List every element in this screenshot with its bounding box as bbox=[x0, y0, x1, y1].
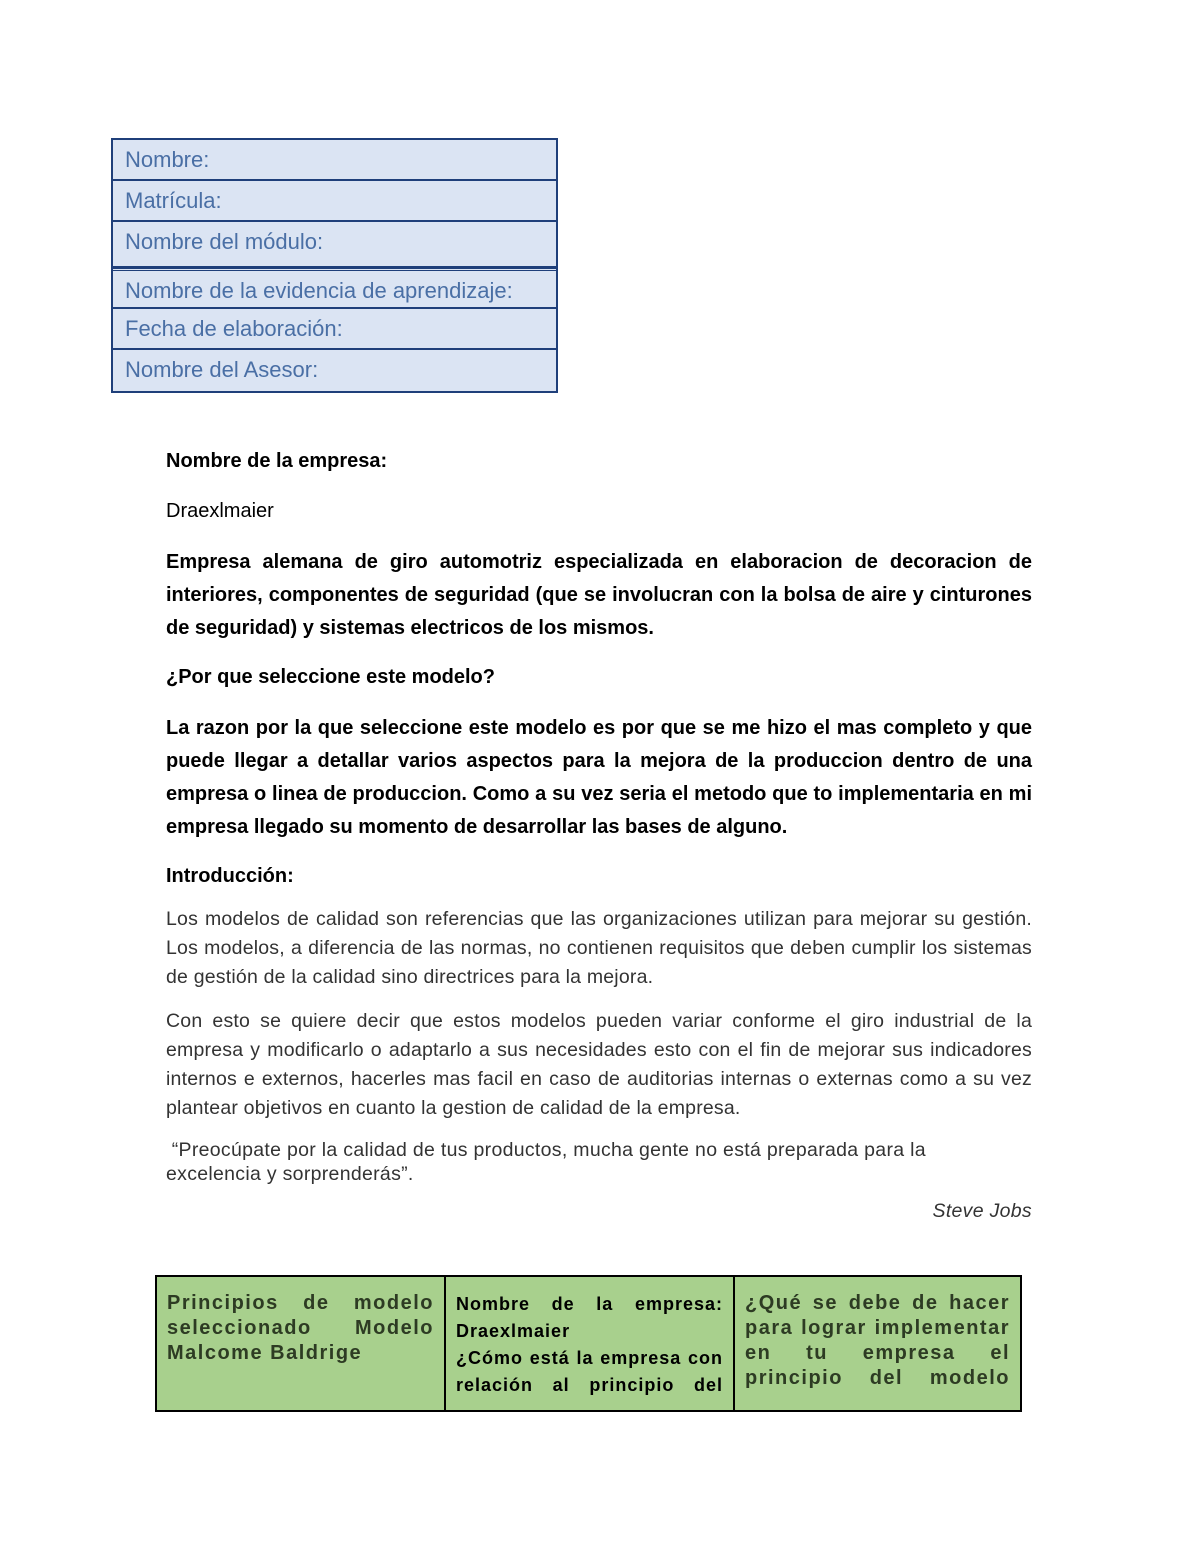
col3-line: en tu empresa el bbox=[745, 1342, 1010, 1364]
col2-line: relación al principio del bbox=[456, 1375, 723, 1395]
info-row-matricula: Matrícula: bbox=[113, 181, 556, 222]
principles-column-header bbox=[157, 1277, 446, 1410]
why-heading: ¿Por que seleccione este modelo? bbox=[166, 666, 495, 688]
implementation-column-header bbox=[735, 1277, 1020, 1410]
intro-paragraph-1: Los modelos de calidad son referencias que las organizaciones utilizan para mejorar su gestión. Los modelos, a diferencia de las normas, no contienen requisitos que deben cumplir los sistemas de gestión de la calidad sino directrices para la mejora. bbox=[166, 908, 1032, 988]
col2-line: Draexlmaier bbox=[456, 1321, 571, 1341]
intro-heading: Introducción: bbox=[166, 865, 294, 887]
company-heading: Nombre de la empresa: bbox=[166, 450, 388, 472]
col3-line: para lograr implementar bbox=[745, 1317, 1010, 1339]
intro-paragraph-2: Con esto se quiere decir que estos modelos pueden variar conforme el giro industrial de la empresa y modificarlo o adaptarlo a sus necesidades esto con el fin de mejorar sus indicadores internos e externos, hacerles mas facil en caso de auditorias internas o externas como a su vez plantear objetivos en cuanto la gestion de calidad de la empresa. bbox=[166, 1010, 1032, 1119]
quote-line-2: excelencia y sorprenderás”. bbox=[166, 1163, 414, 1185]
student-info-table bbox=[111, 138, 558, 393]
company-relation-column-header bbox=[446, 1277, 735, 1410]
col2-line: ¿Cómo está la empresa con bbox=[456, 1348, 723, 1368]
col1-line: Malcome Baldrige bbox=[167, 1342, 363, 1364]
quote bbox=[166, 1138, 1032, 1186]
info-row-asesor: Nombre del Asesor: bbox=[125, 357, 319, 382]
company-name: Draexlmaier bbox=[166, 500, 274, 522]
col3-line: principio del modelo bbox=[745, 1367, 1010, 1389]
main-content bbox=[166, 446, 1032, 1223]
info-row-evidencia: Nombre de la evidencia de aprendizaje: bbox=[113, 268, 556, 309]
quote-line-1: “Preocúpate por la calidad de tus productos, mucha gente no está preparada para la bbox=[166, 1139, 926, 1161]
info-row-nombre: Nombre: bbox=[113, 140, 556, 181]
principles-table bbox=[155, 1275, 1022, 1412]
why-text: La razon por la que seleccione este modelo es por que se me hizo el mas completo y que puede llegar a detallar varios aspectos para la mejora de la produccion dentro de una empresa o linea de produccion. Como a su vez seria el metodo que to implementaria en mi empresa llegado su momento de desarrollar las bases de alguno. bbox=[166, 717, 1032, 838]
info-row-fecha: Fecha de elaboración: bbox=[113, 309, 556, 350]
col3-line: ¿Qué se debe de hacer bbox=[745, 1292, 1010, 1314]
info-row-modulo: Nombre del módulo: bbox=[113, 222, 556, 268]
col1-line: seleccionado Modelo bbox=[167, 1317, 434, 1339]
quote-author: Steve Jobs bbox=[932, 1200, 1032, 1222]
company-description: Empresa alemana de giro automotriz especializada en elaboracion de decoracion de interiores, componentes de seguridad (que se involucran con la bolsa de aire y cinturones de seguridad) y sistemas electricos de los mismos. bbox=[166, 551, 1032, 639]
col2-line: Nombre de la empresa: bbox=[456, 1294, 723, 1314]
col1-line: Principios de modelo bbox=[167, 1292, 434, 1314]
